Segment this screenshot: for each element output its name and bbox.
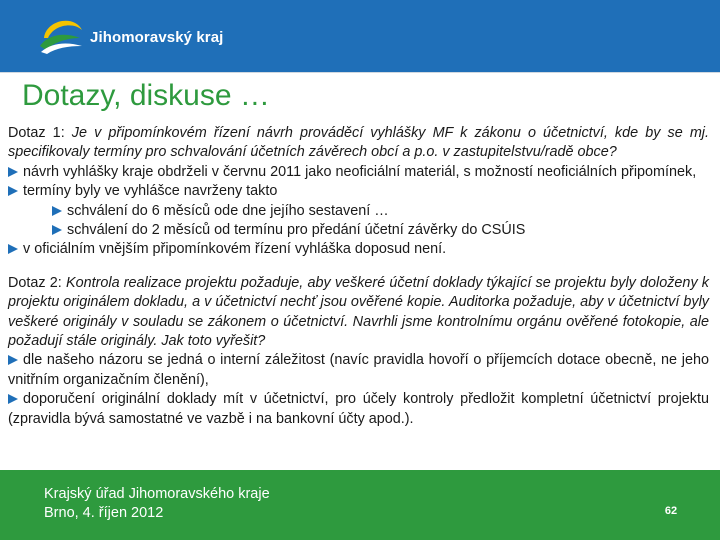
jihomoravsky-kraj-logo-icon [38, 12, 86, 56]
answer-1-item-2 [8, 182, 709, 201]
bullet-arrow-icon [8, 355, 18, 365]
header-divider [0, 72, 720, 73]
question-2 [8, 274, 709, 352]
page-number: 62 [664, 505, 678, 517]
question-2-label: Dotaz 2: [8, 274, 62, 291]
answer-1-subitem-2-text: schválení do 2 měsíců od termínu pro předání účetní závěrky do CSÚIS [67, 222, 526, 239]
answer-1-item-3 [8, 240, 709, 259]
footer-organization: Krajský úřad Jihomoravského kraje [44, 486, 270, 502]
bullet-arrow-icon [8, 244, 18, 254]
answer-1-item-2-text: termíny byly ve vyhlášce navrženy takto [23, 183, 278, 200]
footer-place-date: Brno, 4. říjen 2012 [44, 505, 164, 521]
slide-body [8, 124, 709, 429]
answer-1-subitem-2 [8, 221, 709, 240]
section-gap [8, 260, 709, 274]
answer-2-item-1 [8, 351, 709, 390]
answer-1-item-1 [8, 163, 709, 182]
answer-2-item-1-text: dle našeho názoru se jedná o interní záležitost (navíc pravidla hovoří o příjemcích dotace obecně, ne jeho vnitřním organizačním členění), [8, 352, 709, 388]
bullet-arrow-icon [52, 206, 62, 216]
brand-name: Jihomoravský kraj [90, 29, 224, 46]
answer-1-item-3-text: v oficiálním vnějším připomínkovém řízení vyhláška doposud není. [23, 241, 447, 258]
answer-1-subitem-1-text: schválení do 6 měsíců ode dne jejího sestavení … [67, 202, 389, 219]
answer-1-item-1-text: návrh vyhlášky kraje obdrželi v červnu 2011 jako neoficiální materiál, s možností neoficiálních připomínek, [23, 163, 697, 180]
question-1-label: Dotaz 1: [8, 125, 65, 141]
answer-2-item-2-text: doporučení originální doklady mít v účetnictví, pro účely kontroly předložit kompletní účetnictví projektu (zpravidla bývá samostatné ve vazbě i na bankovní účty apod.). [8, 391, 709, 427]
bullet-arrow-icon [8, 394, 18, 404]
bullet-arrow-icon [8, 167, 18, 177]
question-2-text: Kontrola realizace projektu požaduje, aby veškeré účetní doklady týkající se projektu byly doloženy k projektu originálem dokladu, a v účetnictví nechť jsou ověřené kopie. Auditorka požaduje, aby v účetnictví byly veškeré originály v souladu se zákonem o účetnictví. Navrhli jsme kontrolnímu orgánu ověřené fotokopie, ale požadují stále originály. Jak toto vyřešit? [8, 274, 710, 350]
answer-1-subitem-1 [8, 202, 709, 221]
answer-2-item-2 [8, 390, 709, 429]
bullet-arrow-icon [52, 225, 62, 235]
question-1 [8, 124, 709, 163]
question-1-text: Je v připomínkovém řízení návrh prováděcí vyhlášky MF k zákonu o účetnictví, kde by se mj. specifikovaly termíny pro schvalování účetních závěrech obcí a p.o. v zastupitelstvu/radě obce? [8, 125, 709, 161]
bullet-arrow-icon [8, 186, 18, 196]
slide-title: Dotazy, diskuse … [22, 79, 270, 112]
